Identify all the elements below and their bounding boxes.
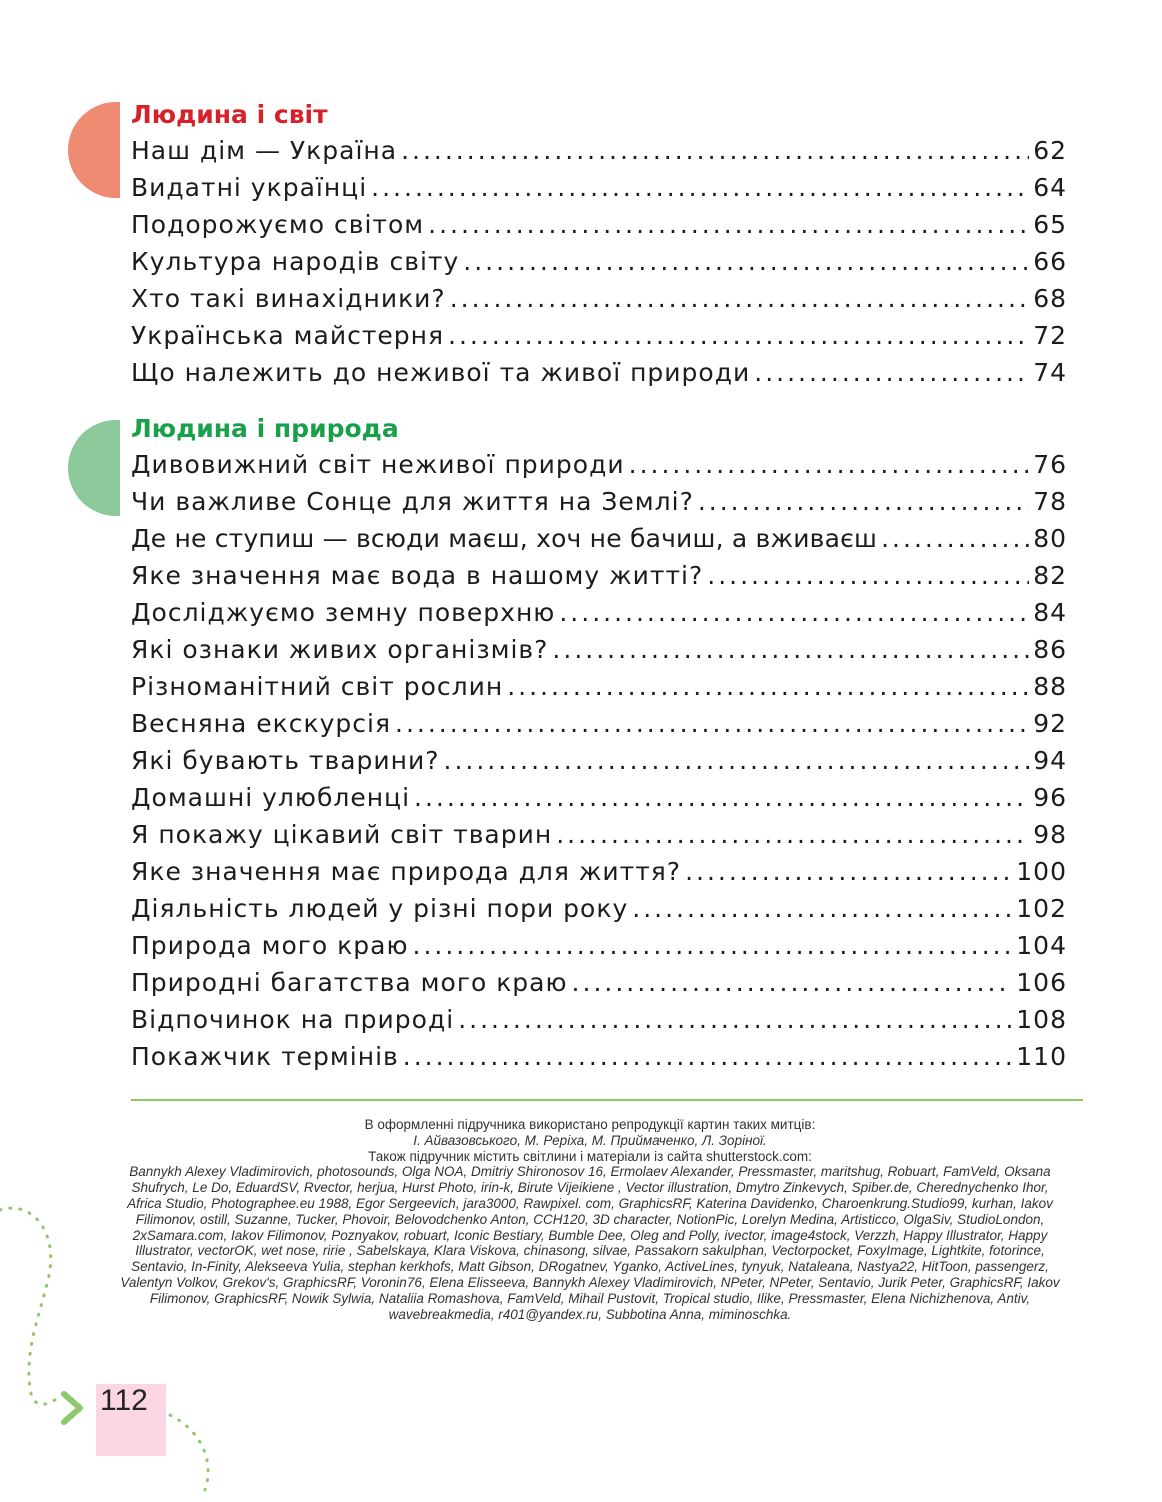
credits-names: Bannykh Alexey Vladimirovich, photosounds, Olga NOA, Dmitriy Shironosov 16, Ermolaev Alexander, Pressmaster, maritshug, Robuart, FamVeld, Oksana Shufrych, Le Do, EduardSV, Rvector, herjua, Hurst Photo, irin-k, Birute Vijeikiene , Vector illustration, Dmytro Zinkevych, Spiber.de, Cherednychenko Ihor, Africa Studio, Photographee.eu 1988, Egor Sergeevich, jara3000, Rawpixel. com, GraphicsRF, Katerina Davidenko, Charoenkrung.Studio99, kurhan, Iakov Filimonov, ostill, Suzanne, Tucker, Phovoir, Belovodchenko Anton, CCH120, 3D character, NotionPic, Lorelyn Medina, Artisticco, OlgaSiv, StudioLondon, 2xSamara.com, Iakov Filimonov, Poznyakov, robuart, Iconic Bestiary, Bumble Dee, Oleg and Polly, ivector, image4stock, Verzzh, Happy Illustrator, Happy Illustrator, vectorOK, wet nose, ririe , Sabelskaya, Klara Viskova, chinasong, silvae, Passakorn sakulphan, Vectorpocket, FoxyImage, Lightkite, fotorince, Sentavio, In-Finity, Alekseeva Yulia, stephan kerkhofs, Matt Gibson, DRogatnev, Yganko, ActiveLines, tynyuk, Nataleana, Nastya22, HitToon, passengerz, Valentyn Volkov, Grekov's, GraphicsRF, Voronin76, Elena Elisseeva, Bannykh Alexey Vladimirovich, NPeter, NPeter, Sentavio, Jurik Peter, GraphicsRF, Iakov Filimonov, GraphicsRF, Nowik Sylwia, Nataliia Romashova, FamVeld, Mihail Pustovit, Tropical studio, Ilike, Pressmaster, Elena Nichizhenova, Antiv, wavebreakmedia, r401@yandex.ru, Subbotina Anna, miminoschka. <box>120 1164 1060 1322</box>
toc-item[interactable]: Де не ступиш — всюди маєш, хоч не бачиш, а вживаєш ..... 80 <box>131 524 1067 561</box>
toc-item[interactable]: Відпочинок на природі ..... 108 <box>131 1005 1067 1042</box>
toc-item[interactable]: Що належить до неживої та живої природи ..... 74 <box>131 358 1067 395</box>
toc-item[interactable]: Наш дім — Україна ..... 62 <box>131 136 1067 173</box>
toc-item[interactable]: Діяльність людей у різні пори року ..... 102 <box>131 894 1067 931</box>
toc-item[interactable]: Які ознаки живих організмів? ..... 86 <box>131 635 1067 672</box>
toc-item[interactable]: Покажчик термінів ..... 110 <box>131 1042 1067 1079</box>
toc-item[interactable]: Природні багатства мого краю ..... 106 <box>131 968 1067 1005</box>
toc-item[interactable]: Яке значення має природа для життя? ..... 100 <box>131 857 1067 894</box>
credits-artists: І. Айвазовського, М. Реріха, М. Приймаченко, Л. Зоріної. <box>413 1132 767 1148</box>
toc-item[interactable]: Я покажу цікавий світ тварин ..... 98 <box>131 820 1067 857</box>
toc-item[interactable]: Українська майстерня ..... 72 <box>131 321 1067 358</box>
toc-item[interactable]: Подорожуємо світом ..... 65 <box>131 210 1067 247</box>
toc-item[interactable]: Видатні українці ..... 64 <box>131 173 1067 210</box>
toc-item[interactable]: Хто такі винахідники? ..... 68 <box>131 284 1067 321</box>
toc-list-nature <box>131 450 1067 1079</box>
toc-item[interactable]: Культура народів світу ..... 66 <box>131 247 1067 284</box>
section-tab-green <box>68 420 120 516</box>
toc-item[interactable]: Весняна екскурсія ..... 92 <box>131 709 1067 746</box>
chevron-right-icon <box>58 1388 94 1428</box>
toc-item[interactable]: Домашні улюбленці ..... 96 <box>131 783 1067 820</box>
toc-item[interactable]: Які бувають тварини? ..... 94 <box>131 746 1067 783</box>
toc-item[interactable]: Дивовижний світ неживої природи ..... 76 <box>131 450 1067 487</box>
page-number: 112 <box>100 1384 148 1417</box>
toc-list-world <box>131 136 1067 395</box>
toc-item[interactable]: Досліджуємо земну поверхню ..... 84 <box>131 598 1067 635</box>
section-tab-red <box>68 102 120 198</box>
credits-source: Також підручник містить світлини і матеріали із сайта shutterstock.com: <box>368 1148 812 1164</box>
section-title-nature: Людина і природа <box>131 414 399 443</box>
toc-item[interactable]: Різноманітний світ рослин ..... 88 <box>131 672 1067 709</box>
toc-item[interactable]: Яке значення має вода в нашому житті? ..... 82 <box>131 561 1067 598</box>
credits <box>120 1117 1060 1322</box>
toc-item[interactable]: Чи важливе Сонце для життя на Землі? ..... 78 <box>131 487 1067 524</box>
toc-item[interactable]: Природа мого краю ..... 104 <box>131 931 1067 968</box>
section-title-world: Людина і світ <box>131 100 328 129</box>
divider <box>131 1099 1083 1101</box>
credits-intro: В оформленні підручника використано репродукції картин таких митців: <box>364 1117 816 1132</box>
